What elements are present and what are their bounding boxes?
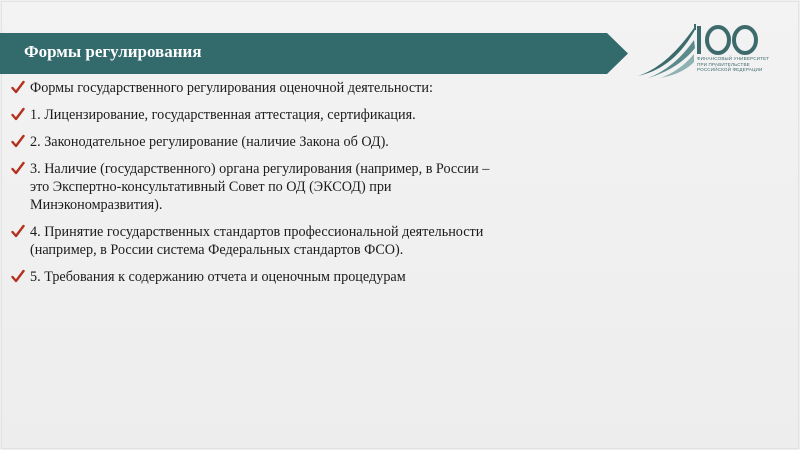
university-logo — [638, 20, 778, 82]
logo-caption — [697, 56, 777, 73]
list-item — [8, 223, 508, 259]
checkmark-icon — [11, 80, 25, 94]
logo-caption-line: ПРИ ПРАВИТЕЛЬСТВЕ — [697, 61, 750, 67]
list-item — [8, 133, 508, 151]
list-item — [8, 268, 508, 286]
slide-title: Формы регулирования — [24, 42, 202, 61]
list-item-text: 1. Лицензирование, государственная аттестация, сертификация. — [30, 107, 416, 123]
logo-caption-line: ФИНАНСОВЫЙ УНИВЕРСИТЕТ — [697, 56, 770, 61]
checkmark-icon — [11, 161, 25, 175]
checkmark-icon — [11, 269, 25, 283]
checkmark-icon — [11, 224, 25, 238]
list-item — [8, 160, 508, 214]
list-item — [8, 106, 508, 124]
logo-caption-line: РОССИЙСКОЙ ФЕДЕРАЦИИ — [697, 67, 763, 73]
list-item-text: 2. Законодательное регулирование (наличие Закона об ОД). — [30, 134, 389, 150]
bullet-list — [8, 79, 508, 295]
list-item — [8, 79, 508, 97]
list-item-text: Формы государственного регулирования оценочной деятельности: — [30, 80, 433, 96]
checkmark-icon — [11, 107, 25, 121]
list-item-text: 4. Принятие государственных стандартов профессиональной деятельности (например, в России система Федеральных стандартов ФСО). — [30, 224, 484, 258]
list-item-text: 5. Требования к содержанию отчета и оценочным процедурам — [30, 269, 406, 285]
list-item-text: 3. Наличие (государственного) органа регулирования (например, в России – это Экспертно-консультативный Совет по ОД (ЭКСОД) при Минэкономразвития). — [30, 161, 490, 213]
checkmark-icon — [11, 134, 25, 148]
